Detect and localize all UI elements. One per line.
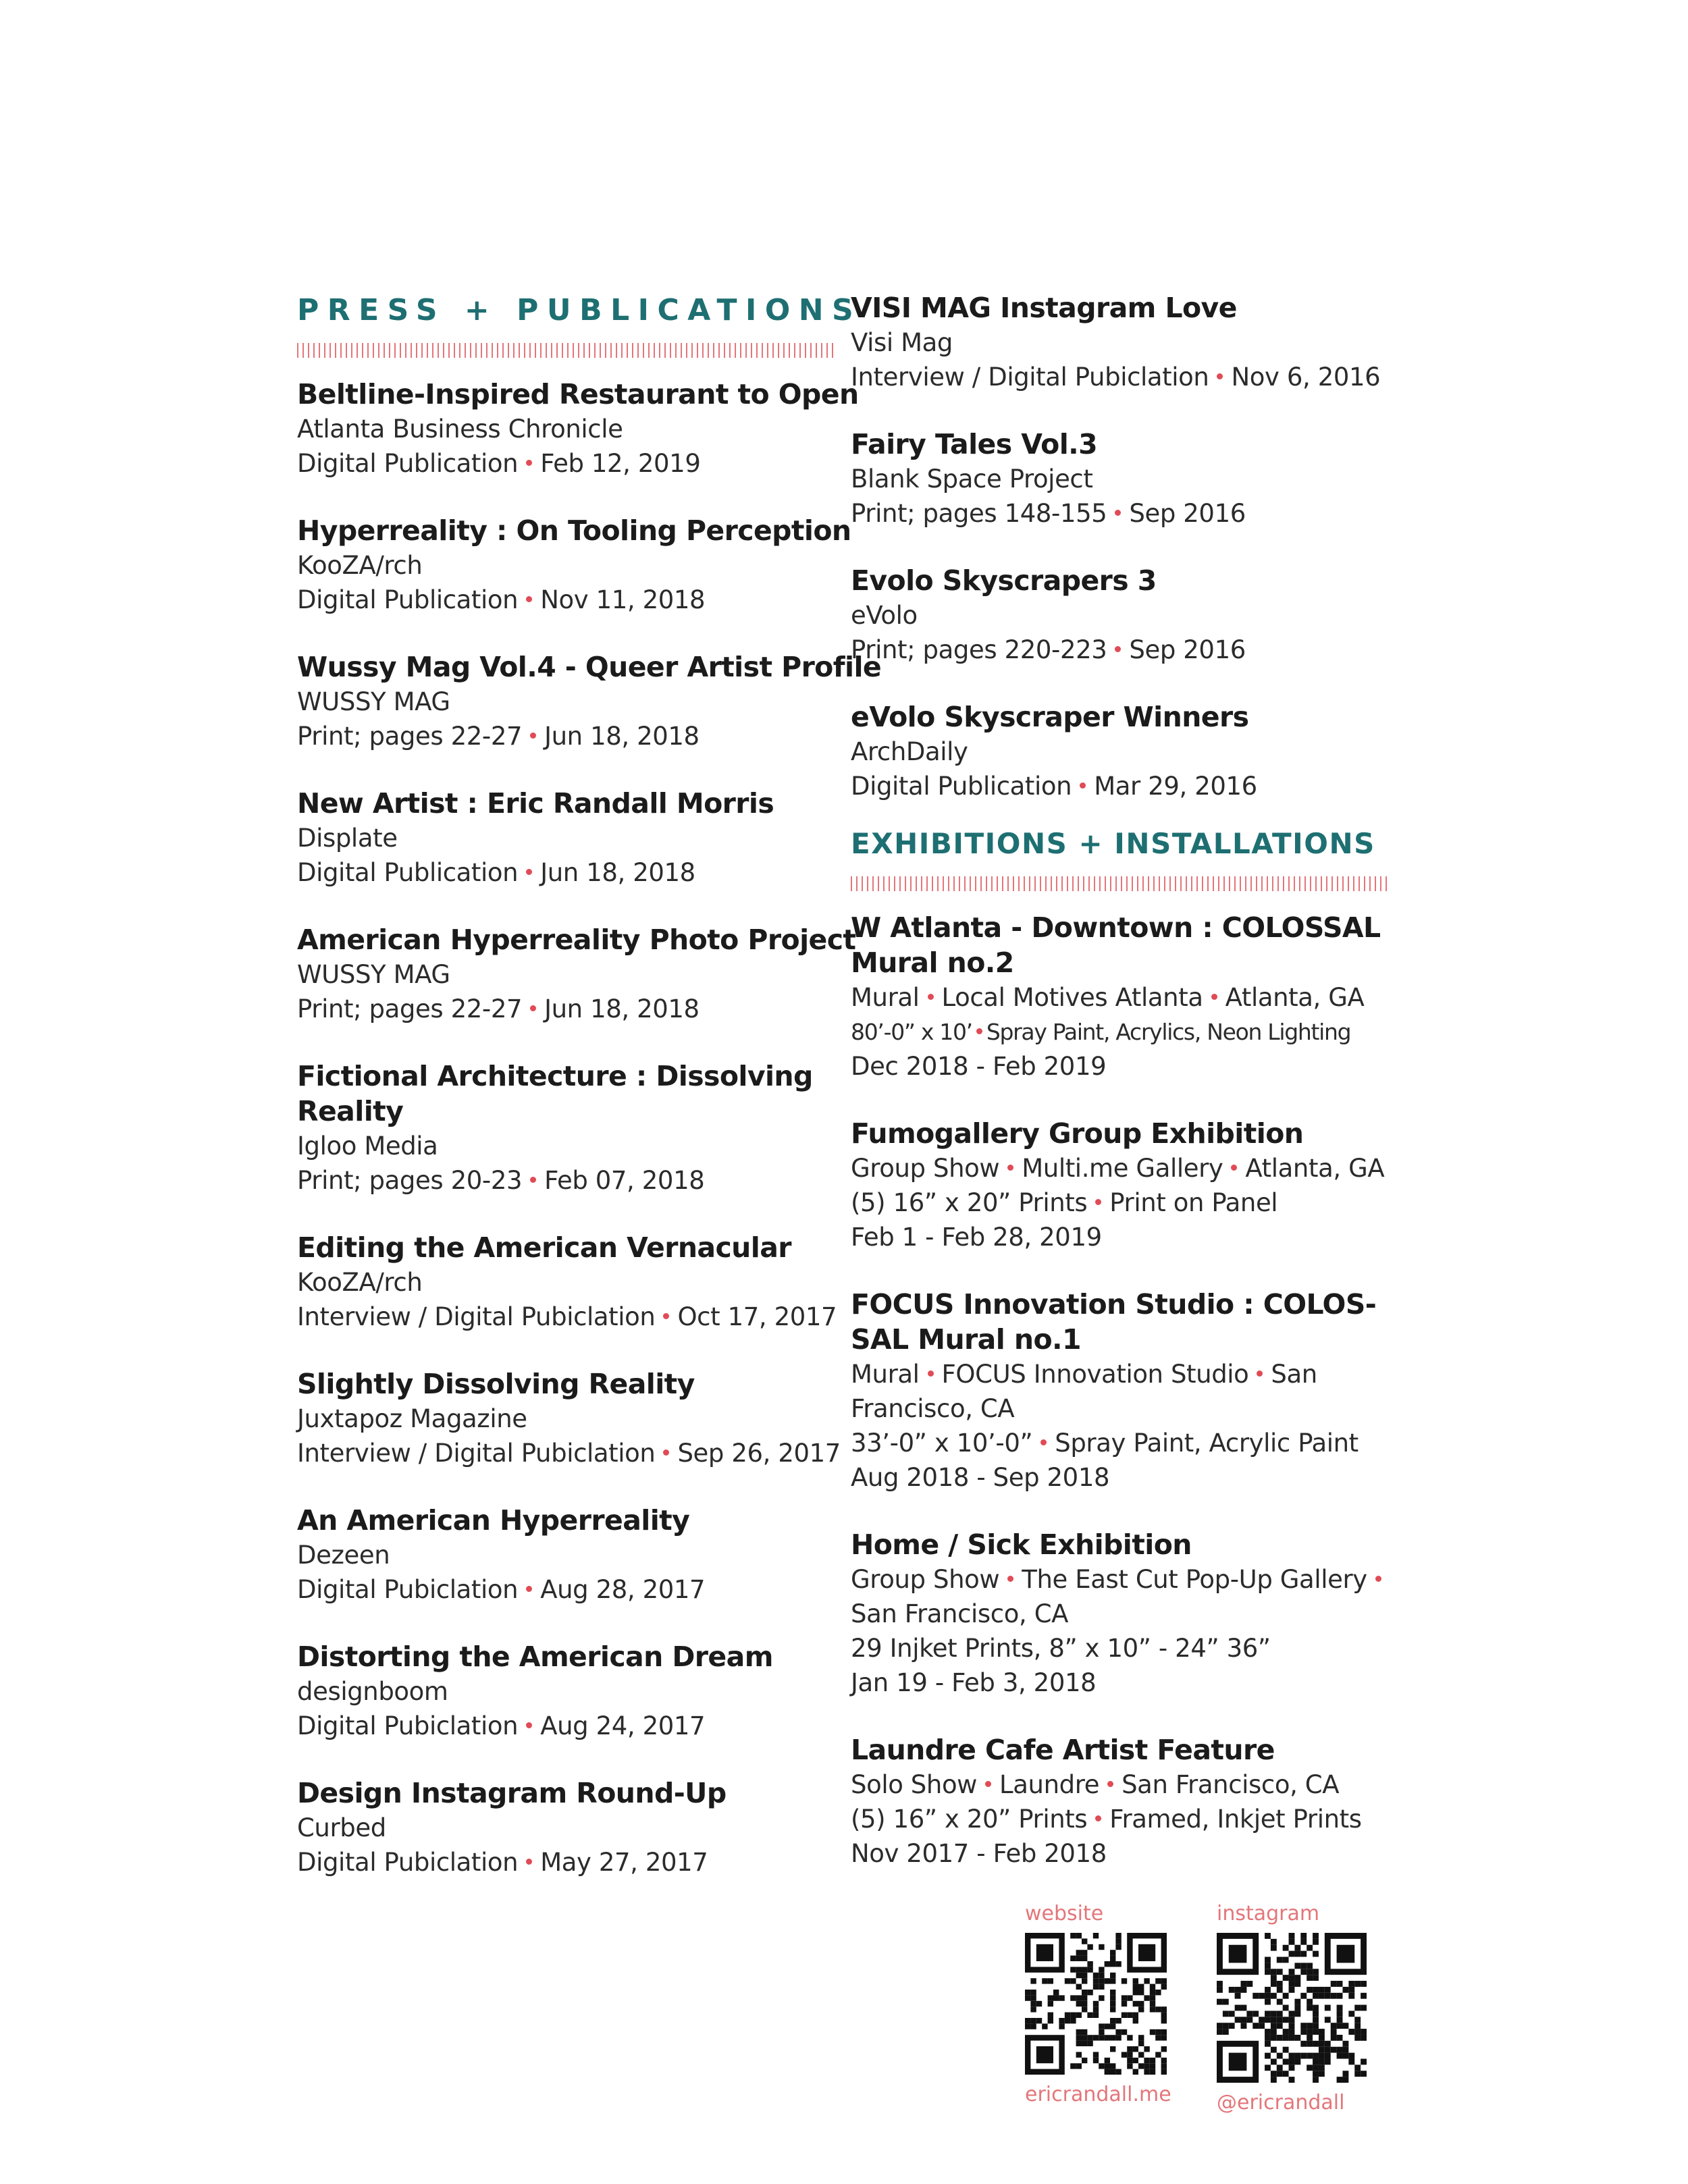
bullet-dot xyxy=(526,1586,532,1592)
press-entry-source: designboom xyxy=(297,1677,448,1706)
exhibition-entry-medium: (5) 16” x 20” Prints Print on Panel xyxy=(851,1188,1278,1217)
bullet-dot xyxy=(526,1722,532,1728)
website-qr-label: website xyxy=(1025,1902,1104,1925)
press-entry xyxy=(297,1059,837,1198)
exhibition-entry-venue: Mural Local Motives Atlanta Atlanta, GA xyxy=(851,983,1365,1012)
press-entry-details: Interview / Digital Pubiclation Nov 6, 2016 xyxy=(851,363,1381,392)
exhibition-entry-dates: Nov 2017 - Feb 2018 xyxy=(851,1839,1107,1868)
exhibition-entry-title: W Atlanta - Downtown : COLOSSAL Mural no.2 xyxy=(851,911,1381,979)
press-entry-details: Digital Publication Jun 18, 2018 xyxy=(297,858,695,887)
press-entry-details: Digital Publication Feb 12, 2019 xyxy=(297,449,701,478)
press-entry-details: Digital Pubiclation Aug 24, 2017 xyxy=(297,1711,706,1740)
bullet-dot xyxy=(530,733,536,739)
bullet-dot xyxy=(985,1781,991,1787)
press-entry-source: Dezeen xyxy=(297,1541,390,1570)
press-entry xyxy=(851,290,1391,394)
press-entry xyxy=(851,427,1391,531)
press-entry-details: Print; pages 220-223 Sep 2016 xyxy=(851,635,1246,664)
press-entry xyxy=(851,563,1391,667)
bullet-dot xyxy=(663,1313,669,1319)
bullet-dot xyxy=(663,1449,669,1456)
exhibition-entry-venue: Group Show Multi.me Gallery Atlanta, GA xyxy=(851,1154,1385,1183)
bullet-dot xyxy=(530,1177,536,1183)
press-entry-source: WUSSY MAG xyxy=(297,960,450,989)
press-entry-title: American Hyperreality Photo Project xyxy=(297,924,856,956)
exhibition-entry xyxy=(851,1732,1391,1871)
press-entry-source: ArchDaily xyxy=(851,737,968,766)
bullet-dot xyxy=(928,994,934,1000)
press-entry-source: KooZA/rch xyxy=(297,1268,423,1297)
press-entry-title: Design Instagram Round-Up xyxy=(297,1777,727,1809)
press-entry xyxy=(297,1639,837,1743)
bullet-dot xyxy=(1375,1576,1381,1582)
press-entry-title: Editing the American Vernacular xyxy=(297,1231,791,1264)
exhibition-entry xyxy=(851,1527,1391,1700)
press-entry xyxy=(297,1366,841,1470)
instagram-qr-block[interactable] xyxy=(1217,1900,1379,2116)
exhibition-entry-title: FOCUS Innovation Studio : COLOS-SAL Mural no.1 xyxy=(851,1288,1377,1356)
bullet-dot xyxy=(1211,994,1217,1000)
exhibition-entry-dates: Jan 19 - Feb 3, 2018 xyxy=(851,1668,1097,1697)
right-column xyxy=(851,290,1391,1903)
press-entry-source: eVolo xyxy=(851,601,918,630)
press-entry-title: Distorting the American Dream xyxy=(297,1641,773,1673)
press-divider xyxy=(297,343,837,358)
qr-code-icon[interactable] xyxy=(1217,1933,1367,2083)
bullet-dot xyxy=(976,1028,982,1034)
exhibition-entry-title: Home / Sick Exhibition xyxy=(851,1528,1192,1561)
exhibition-entry-venue: Solo Show Laundre San Francisco, CA xyxy=(851,1770,1340,1799)
press-entry-details: Digital Pubiclation May 27, 2017 xyxy=(297,1848,708,1877)
press-entry-details: Interview / Digital Pubiclation Oct 17, 2017 xyxy=(297,1302,837,1331)
press-entry-source: Visi Mag xyxy=(851,328,953,357)
bullet-dot xyxy=(928,1370,934,1377)
press-entry-source: Igloo Media xyxy=(297,1131,438,1161)
bullet-dot xyxy=(1080,782,1086,789)
press-entry-details: Digital Publication Nov 11, 2018 xyxy=(297,585,706,614)
press-entry-title: Beltline-Inspired Restaurant to Open xyxy=(297,378,859,410)
press-entry-details: Interview / Digital Pubiclation Sep 26, 2017 xyxy=(297,1439,841,1468)
qr-code-icon[interactable] xyxy=(1025,1933,1167,2075)
left-column xyxy=(297,290,882,1912)
press-entry-details: Print; pages 148-155 Sep 2016 xyxy=(851,499,1246,528)
bullet-dot xyxy=(530,1005,536,1011)
press-entry xyxy=(297,1776,837,1880)
press-entry xyxy=(297,377,859,481)
press-entry-title: An American Hyperreality xyxy=(297,1504,690,1537)
exhibition-entry-medium: (5) 16” x 20” Prints Framed, Inkjet Prints xyxy=(851,1805,1362,1834)
press-section-title: PRESS + PUBLICATIONS xyxy=(297,293,862,327)
press-entry-details: Print; pages 22-27 Jun 18, 2018 xyxy=(297,994,700,1023)
exhibition-entry xyxy=(851,1116,1391,1254)
bullet-dot xyxy=(1095,1815,1101,1821)
press-entry-title: eVolo Skyscraper Winners xyxy=(851,701,1249,733)
bullet-dot xyxy=(1115,510,1121,516)
press-entry-title: Hyperreality : On Tooling Perception xyxy=(297,514,851,547)
exhibition-entry-dates: Aug 2018 - Sep 2018 xyxy=(851,1463,1110,1492)
bullet-dot xyxy=(526,869,532,875)
bullet-dot xyxy=(1231,1165,1237,1171)
bullet-dot xyxy=(1040,1439,1047,1445)
bullet-dot xyxy=(526,596,532,602)
press-entry xyxy=(297,513,851,617)
press-entry-details: Print; pages 22-27 Jun 18, 2018 xyxy=(297,722,700,751)
press-entry-title: Evolo Skyscrapers 3 xyxy=(851,564,1157,597)
exhibition-entry-venue: Group Show The East Cut Pop-Up GallerySan Francisco, CA xyxy=(851,1562,1391,1631)
press-entry xyxy=(297,1503,837,1607)
press-entry-title: Wussy Mag Vol.4 - Queer Artist Profile xyxy=(297,651,882,683)
press-entry-details: Digital Publication Mar 29, 2016 xyxy=(851,772,1257,801)
bullet-dot xyxy=(1257,1370,1263,1377)
press-entry xyxy=(297,786,837,890)
exhibition-entry-venue: Mural FOCUS Innovation Studio San Francisco, CA xyxy=(851,1360,1317,1423)
bullet-dot xyxy=(526,460,532,466)
press-entry xyxy=(851,699,1391,803)
bullet-dot xyxy=(1007,1576,1013,1582)
website-link[interactable]: ericrandall.me xyxy=(1025,2083,1171,2106)
exhibition-entry-dates: Dec 2018 - Feb 2019 xyxy=(851,1052,1107,1081)
exhibition-entry-medium: 33’-0” x 10’-0” Spray Paint, Acrylic Paint xyxy=(851,1429,1359,1458)
exhibition-entry-dates: Feb 1 - Feb 28, 2019 xyxy=(851,1223,1102,1252)
press-entry xyxy=(297,649,882,753)
bullet-dot xyxy=(1095,1199,1101,1205)
exhibition-entry-title: Laundre Cafe Artist Feature xyxy=(851,1734,1275,1766)
press-entry-source: Displate xyxy=(297,824,398,853)
press-entry-source: Juxtapoz Magazine xyxy=(297,1404,527,1433)
press-entry-source: Curbed xyxy=(297,1813,386,1842)
exhibition-entry xyxy=(851,1287,1391,1495)
press-entry-details: Print; pages 20-23 Feb 07, 2018 xyxy=(297,1166,705,1195)
bullet-dot xyxy=(526,1859,532,1865)
instagram-qr-label: instagram xyxy=(1217,1902,1320,1925)
press-entry-source: WUSSY MAG xyxy=(297,687,450,716)
press-entry-details: Digital Pubiclation Aug 28, 2017 xyxy=(297,1575,706,1604)
website-qr-block[interactable] xyxy=(1025,1900,1187,2108)
press-entry-title: VISI MAG Instagram Love xyxy=(851,292,1237,324)
exhibition-entry-medium: 29 Injket Prints, 8” x 10” - 24” 36” xyxy=(851,1634,1271,1663)
bullet-dot xyxy=(1107,1781,1113,1787)
bullet-dot xyxy=(1007,1165,1013,1171)
press-entry-source: Atlanta Business Chronicle xyxy=(297,415,623,444)
exhibition-entry xyxy=(851,910,1391,1084)
press-entry xyxy=(297,1230,837,1334)
exhibition-entry-title: Fumogallery Group Exhibition xyxy=(851,1117,1304,1150)
exhibitions-divider xyxy=(851,876,1391,891)
exhibitions-section-title: EXHIBITIONS + INSTALLATIONS xyxy=(851,827,1375,860)
press-entry-title: New Artist : Eric Randall Morris xyxy=(297,787,774,820)
bullet-dot xyxy=(1115,646,1121,652)
press-entry-source: Blank Space Project xyxy=(851,464,1093,494)
exhibition-entry-medium: 80’-0” x 10’ Spray Paint, Acrylics, Neon Lighting xyxy=(851,1019,1351,1045)
press-entry-title: Slightly Dissolving Reality xyxy=(297,1368,695,1400)
press-entry-title: Fairy Tales Vol.3 xyxy=(851,428,1098,460)
press-entry-title: Fictional Architecture : Dissolving Reality xyxy=(297,1060,813,1127)
instagram-link[interactable]: @ericrandall xyxy=(1217,2091,1345,2114)
bullet-dot xyxy=(1217,373,1223,379)
press-entry-source: KooZA/rch xyxy=(297,551,423,580)
press-entry xyxy=(297,922,856,1026)
